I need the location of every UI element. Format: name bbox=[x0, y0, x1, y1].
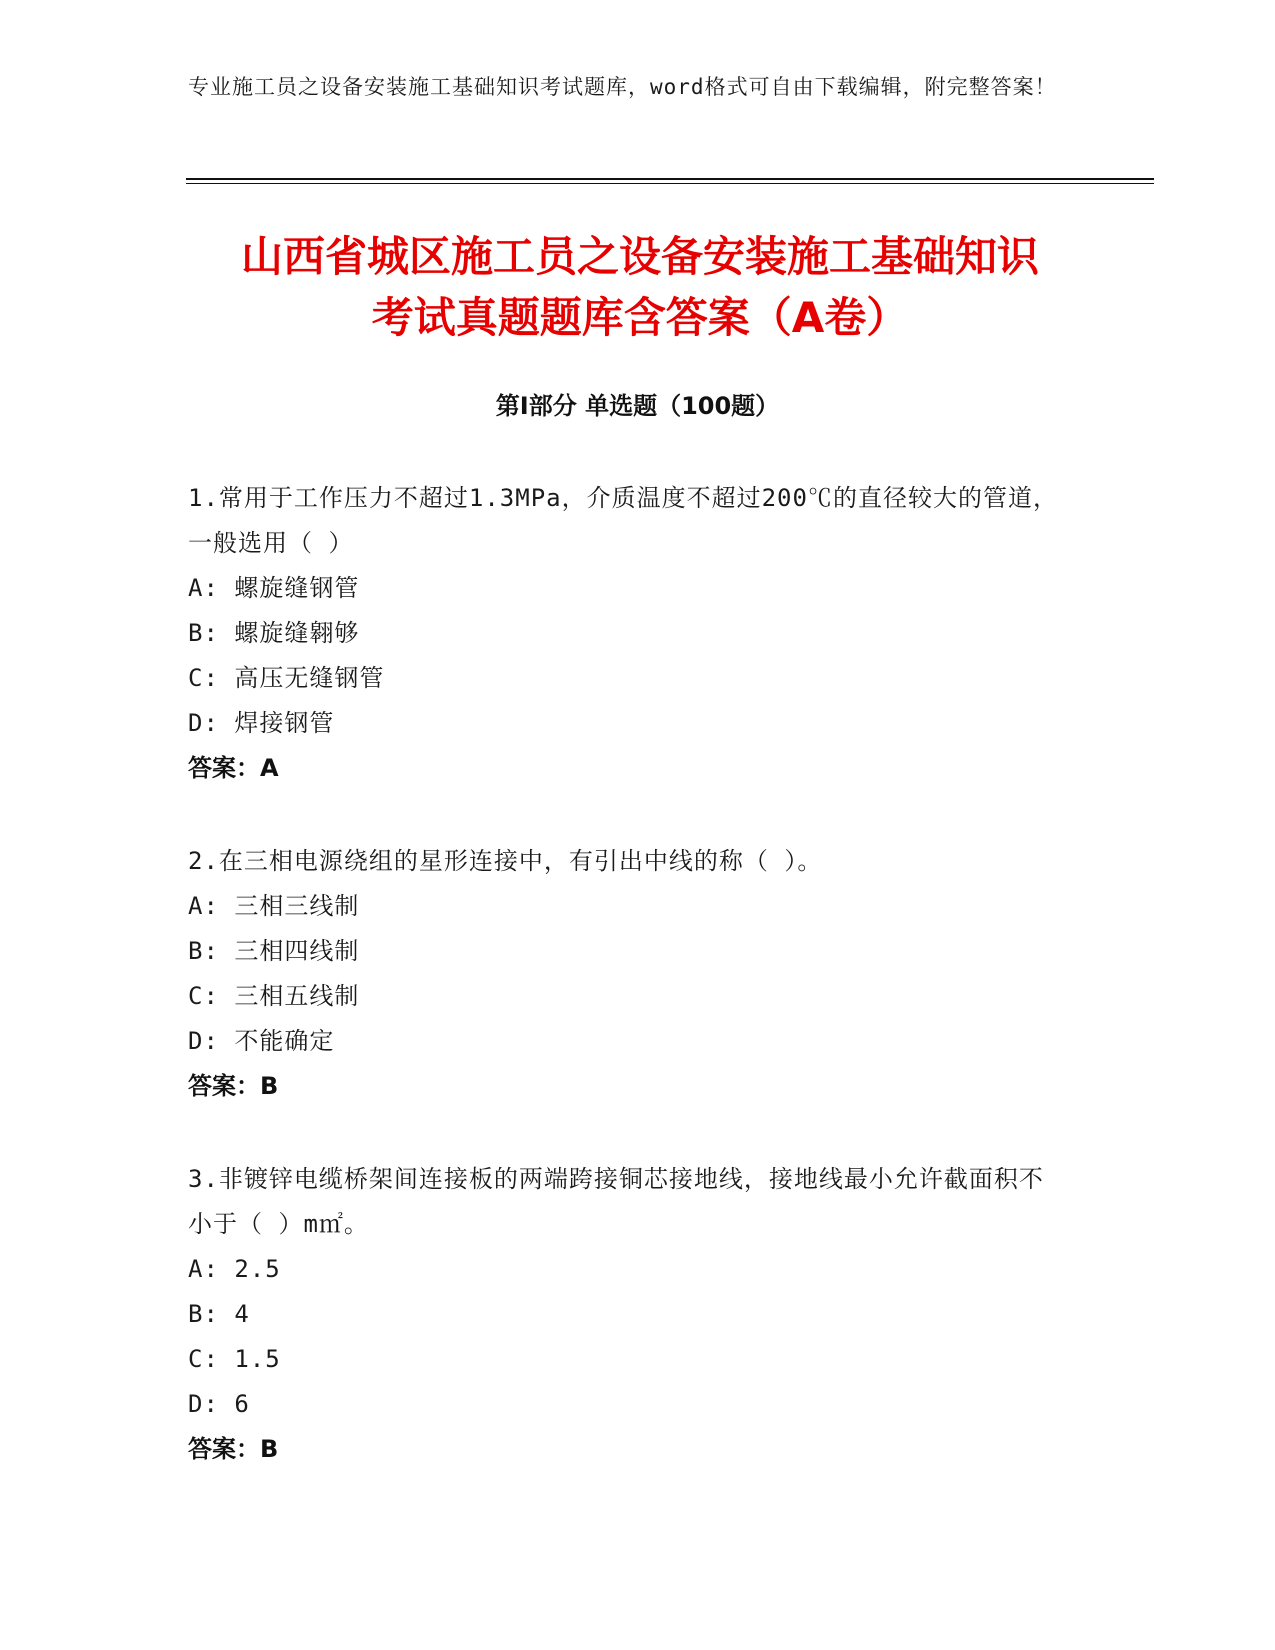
question-stem: 2.在三相电源绕组的星形连接中，有引出中线的称（ ）。 bbox=[188, 847, 823, 875]
option-d: D: 焊接钢管 bbox=[188, 709, 335, 737]
header-divider-thick bbox=[186, 178, 1154, 180]
option-d: D: 不能确定 bbox=[188, 1027, 335, 1055]
option-d: D: 6 bbox=[188, 1390, 250, 1418]
option-b: B: 4 bbox=[188, 1300, 250, 1328]
header-divider-thin bbox=[186, 183, 1154, 184]
document-title-line-1: 山西省城区施工员之设备安装施工基础知识 bbox=[240, 232, 1039, 281]
option-b: B: 三相四线制 bbox=[188, 937, 360, 965]
option-a: A: 2.5 bbox=[188, 1255, 281, 1283]
header-note: 专业施工员之设备安装施工基础知识考试题库，word格式可自由下载编辑，附完整答案！ bbox=[188, 75, 1057, 99]
answer-line: 答案：A bbox=[188, 754, 279, 782]
question-1 bbox=[188, 476, 1068, 791]
question-2 bbox=[188, 839, 1068, 1109]
document-title-line-2: 考试真题题库含答案（A卷） bbox=[371, 293, 909, 342]
option-c: C: 三相五线制 bbox=[188, 982, 360, 1010]
option-a: A: 三相三线制 bbox=[188, 892, 360, 920]
option-c: C: 1.5 bbox=[188, 1345, 281, 1373]
section-heading: 第Ⅰ部分 单选题（100题） bbox=[495, 392, 780, 420]
question-list bbox=[188, 476, 1068, 1520]
answer-line: 答案：B bbox=[188, 1072, 279, 1100]
document-title bbox=[160, 226, 1120, 348]
option-a: A: 螺旋缝钢管 bbox=[188, 574, 360, 602]
question-stem: 1.常用于工作压力不超过1.3MPa，介质温度不超过200℃的直径较大的管道，一般选用（ ） bbox=[188, 484, 1058, 557]
question-stem: 3.非镀锌电缆桥架间连接板的两端跨接铜芯接地线，接地线最小允许截面积不小于（ ）m㎡。 bbox=[188, 1165, 1044, 1238]
option-b: B: 螺旋缝翱够 bbox=[188, 619, 360, 647]
answer-line: 答案：B bbox=[188, 1435, 279, 1463]
option-c: C: 高压无缝钢管 bbox=[188, 664, 385, 692]
question-3 bbox=[188, 1157, 1068, 1472]
